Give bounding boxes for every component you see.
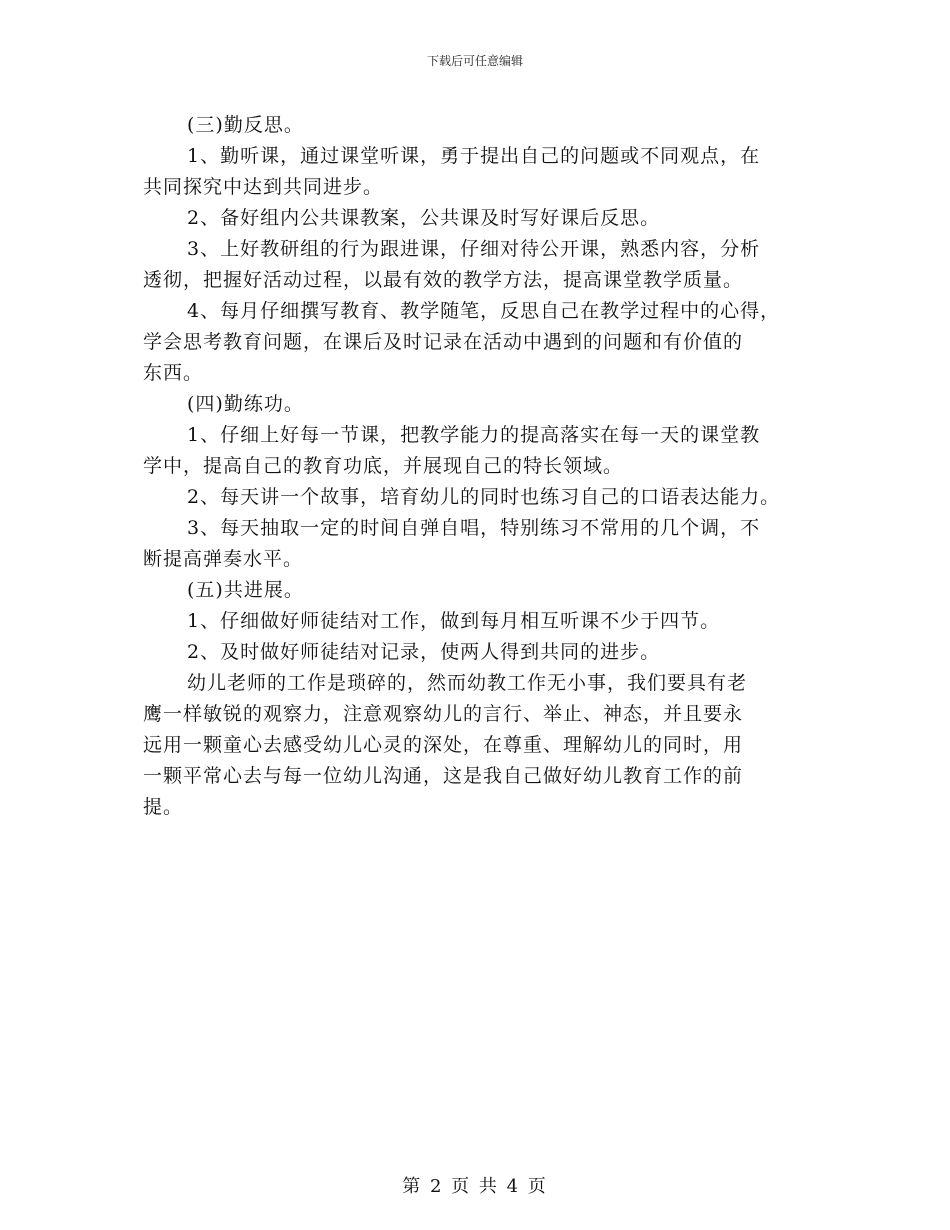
paragraph: 2、及时做好师徒结对记录，使两人得到共同的进步。 (187, 641, 661, 663)
page-header: 下载后可任意编辑 (426, 54, 523, 68)
paragraph: 1、勤听课，通过课堂听课，勇于提出自己的问题或不同观点，在 共同探究中达到共同进步。 (143, 145, 761, 198)
paragraph: 4、每月仔细撰写教育、教学随笔，反思自己在教学过程中的心得， 学会思考教育问题，在课后及时记录在活动中遇到的问题和有价值的 东西。 (143, 300, 781, 384)
section-heading: (三)勤反思。 (187, 114, 304, 136)
section-heading: (五)共进展。 (187, 579, 304, 601)
paragraph: 3、每天抽取一定的时间自弹自唱，特别练习不常用的几个调，不 断提高弹奏水平。 (143, 517, 761, 570)
section-heading: (四)勤练功。 (187, 393, 304, 415)
page-footer: 第 2 页 共 4 页 (402, 1176, 548, 1197)
paragraph: 1、仔细做好师徒结对工作，做到每月相互听课不少于四节。 (187, 610, 721, 632)
paragraph: 2、备好组内公共课教案，公共课及时写好课后反思。 (187, 207, 661, 229)
document-body (143, 110, 813, 823)
paragraph: 1、仔细上好每一节课，把教学能力的提高落实在每一天的课堂教 学中，提高自己的教育功底，并展现自己的特长领域。 (143, 424, 761, 477)
paragraph: 3、上好教研组的行为跟进课，仔细对待公开课，熟悉内容，分析 透彻，把握好活动过程，以最有效的教学方法，提高课堂教学质量。 (143, 238, 761, 291)
paragraph: 幼儿老师的工作是琐碎的，然而幼教工作无小事，我们要具有老 鹰一样敏锐的观察力，注意观察幼儿的言行、举止、神态，并且要永 远用一颗童心去感受幼儿心灵的深处，在尊重、理解幼儿的同时，用 一颗平常心去与每一位幼儿沟通，这是我自己做好幼儿教育工作的前 提。 (143, 672, 748, 818)
paragraph: 2、每天讲一个故事，培育幼儿的同时也练习自己的口语表达能力。 (187, 486, 781, 508)
